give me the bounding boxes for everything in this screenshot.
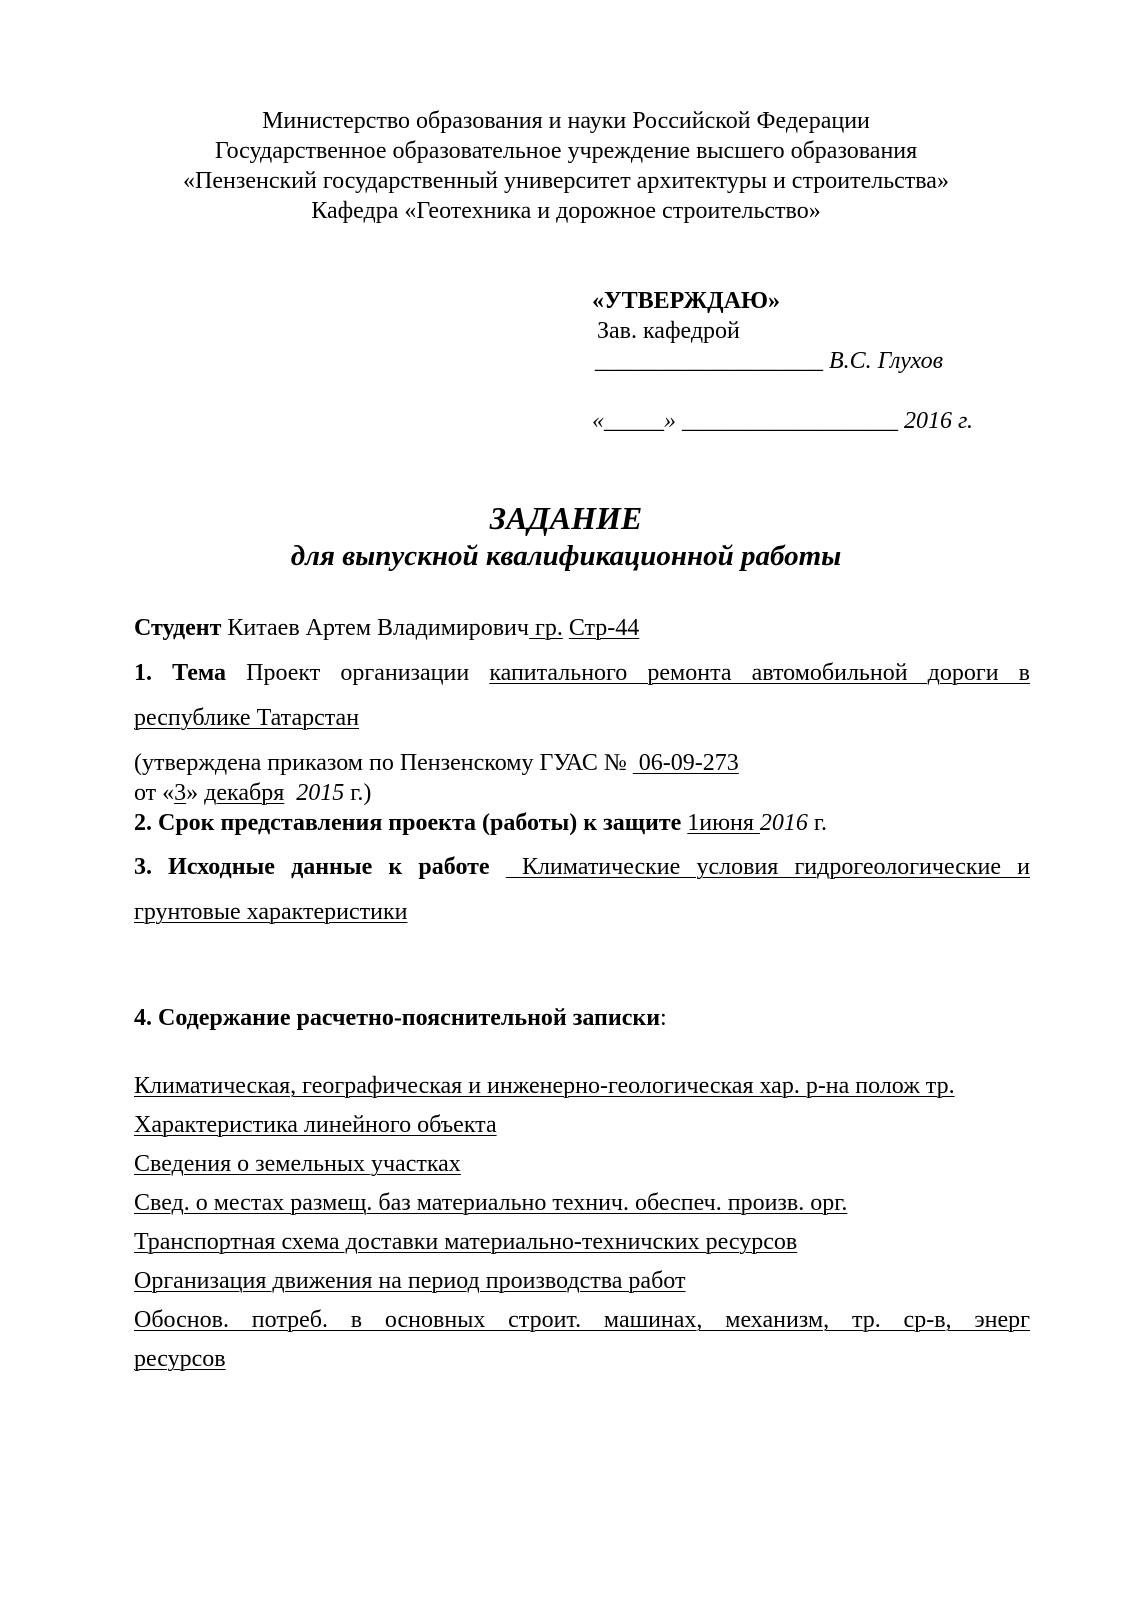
source-data-text-1 [506,854,1030,880]
student-label: Студент [134,615,222,641]
topic-text-2: республике Татарстан [134,705,360,731]
date-year: 2016 г. [904,408,974,434]
source-data-text-1-value: Климатические условия гидрогеологические и [521,854,1031,880]
order-line-1 [134,748,739,778]
deadline-year: 2016 [759,810,808,836]
topic-line-1 [134,658,1030,688]
signer-name: В.С. Глухов [829,348,943,374]
approval-title: «УТВЕРЖДАЮ» [592,288,781,314]
source-data-line-1 [134,852,1030,882]
order-month: декабря [204,780,285,806]
student-name: Китаев Артем Владимирович [227,615,529,641]
deadline-suffix: г. [813,810,828,836]
signature-line: ___________________ [595,348,823,374]
approval-role: Зав. кафедрой [597,318,740,344]
order-number-text: 06-09-273 [638,750,739,776]
contents-item: ресурсов [134,1346,226,1372]
contents-colon: : [660,1005,667,1031]
order-suffix: г.) [350,780,372,806]
topic-label: 1. Тема [134,660,227,686]
contents-item: Климатическая, географическая и инженерно-геологическая хар. р-на полож тр. [134,1073,955,1099]
topic-text-1: капитального ремонта автомобильной дороги в [489,660,1030,686]
approval-signature [595,346,943,376]
order-number [633,750,739,776]
university-line: «Пензенский государственный университет архитектуры и строительства» [183,168,949,194]
contents-item: Свед. о местах размещ. баз материально технич. обеспеч. произв. орг. [134,1190,848,1216]
group-value: Стр-44 [568,615,640,641]
contents-item: Характеристика линейного объекта [134,1112,497,1138]
contents-item: Сведения о земельных участках [134,1151,461,1177]
contents-item: Организация движения на период производства работ [134,1268,686,1294]
order-day: 3 [174,780,187,806]
contents-item: Обоснов. потреб. в основных строит. машинах, механизм, тр. ср-в, энерг [134,1307,1030,1333]
department-line: Кафедра «Геотехника и дорожное строительство» [311,198,821,224]
order-line-2 [134,778,371,808]
order-close-quote: » [186,780,199,806]
group-label-text: гр. [534,615,563,641]
document-subtitle: для выпускной квалификационной работы [290,540,842,572]
source-data-label: 3. Исходные данные к работе [134,854,490,880]
institution-type-line: Государственное образовательное учреждение высшего образования [214,138,918,164]
document-title: ЗАДАНИЕ [489,500,643,536]
deadline-date-text: 1июня [687,810,754,836]
contents-heading [134,1003,667,1033]
contents-label: 4. Содержание расчетно-пояснительной записки [134,1005,661,1031]
date-open-quote: « [592,408,604,434]
deadline-label: 2. Срок представления проекта (работы) к защите [134,810,682,836]
date-month-blank: __________________ [682,408,898,434]
ministry-line: Министерство образования и науки Российской Федерации [262,108,870,134]
group-label [529,615,563,641]
order-from: от « [134,780,175,806]
order-prefix: (утверждена приказом по Пензенскому ГУАС № [134,750,627,776]
date-day-blank: _____ [604,408,664,434]
contents-item: Транспортная схема доставки материально-техничских ресурсов [134,1229,798,1255]
student-line [134,613,639,643]
order-year: 2015 [296,780,345,806]
deadline-date [687,810,760,836]
source-data-text-2: грунтовые характеристики [134,899,408,925]
date-close-quote: » [664,408,676,434]
deadline-line [134,808,827,838]
approval-date [592,406,973,436]
topic-prefix: Проект организации [246,660,470,686]
